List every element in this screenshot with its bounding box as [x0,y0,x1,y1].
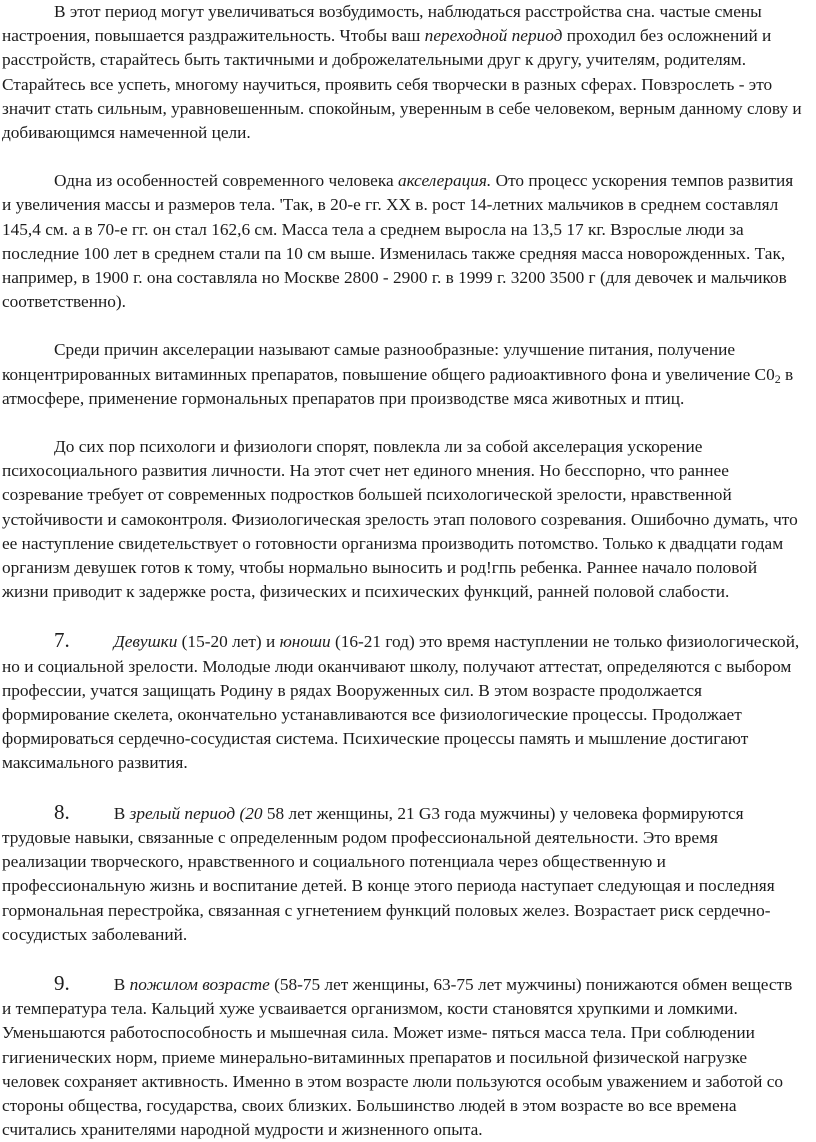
section-number: 7. [54,628,70,653]
text: Ото процесс ускорения темпов развития и увеличения массы и размеров тела. 'Так, в 20-е гг. XX в. рост 14-летних мальчиков в среднем составлял 145,4 см. а в 70-е гг. он стал 162,6 см. Масса тела а среднем выросла на 13,5 17 кг. Взрослые люди за последние 100 лет в среднем стали па 10 см выше. Изменилась также средняя масса новорожденных. Так, например, в 1900 г. она составляла но Москве 2800 - 2900 г. в 1999 г. 3200 3500 г (для девочек и мальчиков соответственно). [2,171,794,312]
text: (16-21 год) это время наступлении не только физиологической, но и социальной зрелости. Молодые люди оканчивают школу, получают аттестат, определяются с выбором профессии, учатся защищать Родину в рядах Вооруженных сил. В этом возрасте продолжается формирование скелета, окончательно устанавливаются все физиологические процессы. Продолжает формироваться сердечно-сосудистая система. Психические процессы память и мышление достигают максимального развития. [2,632,800,773]
section-number: 8. [54,799,70,824]
section-number: 9. [54,970,70,995]
text: В [113,803,130,823]
text: 58 лет женщины, 21 G3 года мужчины) у человека формируются трудовые навыки, связанные с определенным родом профессиональной деятельности. Это время реализации творческого, нравственного и социального потенциала через общественную и профессиональную жизнь и воспитание детей. В конце этого периода наступает следующая и последняя гормональная перестройка, связанная с угнетением функций половых желез. Возрастает риск сердечно-сосудистых заболеваний. [2,803,775,944]
italic-term: зрелый период (20 [129,803,263,823]
paragraph-gap [2,947,802,971]
subscript: 2 [774,371,781,386]
section-7 [2,628,802,775]
text: В этот период могут увеличиваться возбудимость, наблюдаться расстройства сна. частые смены настроения, повышается раздражительность. Чтобы ваш [2,2,762,46]
paragraph-debate [2,435,802,604]
text: В [113,974,130,994]
text: (15-20 лет) и [177,632,280,652]
paragraph-gap [2,776,802,800]
paragraph-gap [2,314,802,338]
paragraph-gap [2,411,802,435]
text: (58-75 лет женщины, 63-75 лет мужчины) понижаются обмен веществ и температура тела. Кальций хуже усваивается организмом, кости становятся хрупкими и ломкими. Уменьшаются работоспособность и мышечная сила. Может изме- пяться масса тела. При соблюдении гигиенических норм, приеме минерально-витаминных препаратов и посильной физической нагрузке человек сохраняет активность. Именно в этом возрасте люли пользуются особым уважением и заботой со стороны общества, государства, своих близких. Большинство людей в этом возрасте во все времена считались хранителями народной мудрости и жизненного опыта. [2,974,793,1140]
text: Среди причин акселерации называют самые разнообразные: улучшение питания, получение концентрированных витаминных препаратов, повышение общего радиоактивного фона и увеличение С0 [2,340,775,384]
paragraph-causes [2,338,802,411]
italic-term: юноши [279,632,331,652]
section-8 [2,800,802,947]
text: Одна из особенностей современного человека [54,171,398,191]
italic-term: переходной период [424,26,563,46]
italic-term: акселерация. [397,171,492,191]
paragraph-gap [2,604,802,628]
paragraph-transition-period [2,0,802,145]
paragraph-acceleration [2,169,802,314]
text: проходил без осложнений и расстройств, старайтесь быть тактичными и доброжелательными друг к другу, учителям, родителям. Старайтесь все успеть, многому научиться, проявить себя творчески в разных сферах. Повзрослеть - это значит стать сильным, уравновешенным. спокойным, уверенным в себе человеком, верным данному слову и добивающимся намеченной цели. [2,26,802,143]
section-9 [2,971,802,1142]
italic-term: пожилом возрасте [129,974,270,994]
italic-term: Девушки [113,632,178,652]
text: До сих пор психологи и физиологи спорят, повлекла ли за собой акселерация ускорение психосоциального развития личности. На этот счет нет единого мнения. Но бесспорно, что раннее созревание требует от современных подростков большей психологической зрелости, нравственной устойчивости и самоконтроля. Физиологическая зрелость этап полового созревания. Ошибочно думать, что ее наступление свидетельствует о готовности организма производить потомство. Только к двадцати годам организм девушек готов к тому, чтобы нормально выносить и род!гпь ребенка. Раннее начало половой жизни приводит к задержке роста, физических и психических функций, ранней половой слабости. [2,437,798,602]
text: в атмосфере, применение гормональных препаратов при производстве мяса животных и птиц. [2,364,794,408]
paragraph-gap [2,145,802,169]
